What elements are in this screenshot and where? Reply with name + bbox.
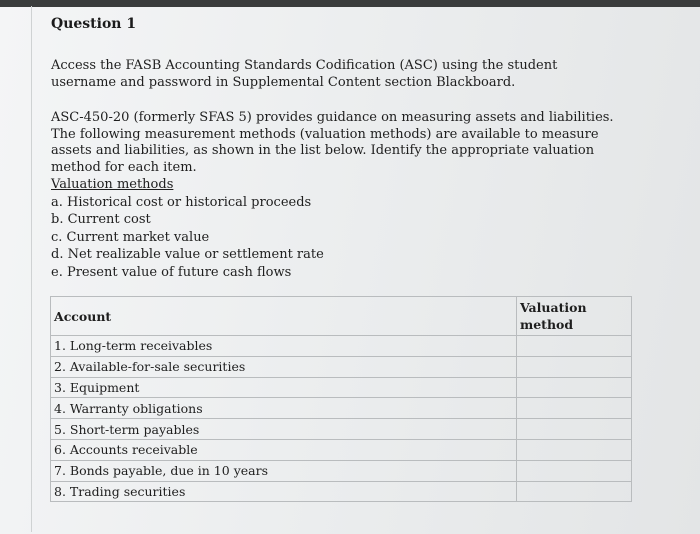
- table-row: [51, 419, 632, 440]
- method-answer-cell[interactable]: [517, 481, 632, 502]
- account-cell: 1. Long-term receivables: [51, 336, 517, 357]
- valuation-method-item: c. Current market value: [51, 229, 210, 245]
- valuation-method-item: e. Present value of future cash flows: [51, 264, 292, 280]
- account-cell: 2. Available-for-sale securities: [51, 356, 517, 377]
- account-cell: 4. Warranty obligations: [51, 398, 517, 419]
- instructions-paragraph: Access the FASB Accounting Standards Codification (ASC) using the student username and password in Supplemental Content section Blackboard.: [51, 58, 558, 90]
- account-cell: 7. Bonds payable, due in 10 years: [51, 460, 517, 481]
- valuation-method-column-header: [517, 297, 632, 336]
- account-cell: 6. Accounts receivable: [51, 439, 517, 460]
- valuation-methods-heading: Valuation methods: [51, 177, 174, 192]
- method-answer-cell[interactable]: [517, 356, 632, 377]
- table-row: [51, 377, 632, 398]
- method-answer-cell[interactable]: [517, 439, 632, 460]
- table-row: [51, 398, 632, 419]
- table-row: [51, 481, 632, 502]
- question-title: Question 1: [51, 16, 137, 32]
- method-answer-cell[interactable]: [517, 336, 632, 357]
- table-row: [51, 439, 632, 460]
- table-row: [51, 336, 632, 357]
- account-cell: 3. Equipment: [51, 377, 517, 398]
- account-column-header: Account: [51, 297, 517, 336]
- table-row: [51, 460, 632, 481]
- valuation-method-item: d. Net realizable value or settlement rate: [51, 247, 324, 263]
- account-cell: 5. Short-term payables: [51, 419, 517, 440]
- method-answer-cell[interactable]: [517, 460, 632, 481]
- account-cell: 8. Trading securities: [51, 481, 517, 502]
- accounts-table: [50, 296, 632, 502]
- valuation-method-item: b. Current cost: [51, 212, 151, 228]
- method-answer-cell[interactable]: [517, 398, 632, 419]
- method-answer-cell[interactable]: [517, 377, 632, 398]
- method-answer-cell[interactable]: [517, 419, 632, 440]
- valuation-method-item: a. Historical cost or historical proceeds: [51, 194, 312, 210]
- table-row: [51, 356, 632, 377]
- valuation-methods-list: [51, 176, 324, 282]
- table-header-row: [51, 297, 632, 336]
- valuation-method-header-line1: Valuation: [520, 300, 587, 315]
- guidance-paragraph: ASC-450-20 (formerly SFAS 5) provides guidance on measuring assets and liabilities. The following measurement methods (valuation methods) are available to measure assets and liabilities, as shown in the list below. Identify the appropriate valuation method for each item.: [51, 110, 614, 175]
- valuation-method-header-line2: method: [520, 317, 574, 332]
